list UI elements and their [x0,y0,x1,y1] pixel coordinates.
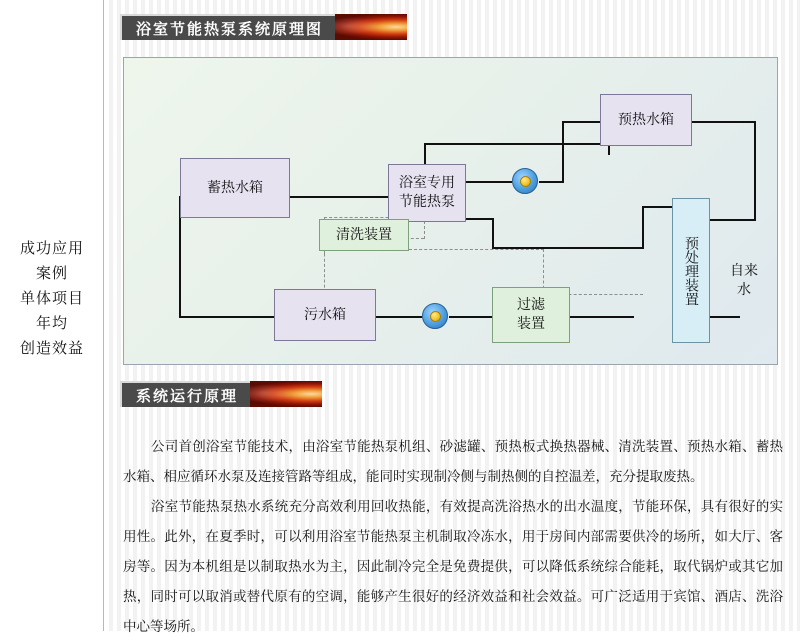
box-filter-device-label-1: 过滤 [517,297,545,313]
principle-section-header [120,381,322,407]
wire-pump-to-riser [539,181,564,183]
diagram-section-title: 浴室节能热泵系统原理图 [120,14,335,40]
wire-right-bus-to-pretreat [704,219,756,221]
box-heat-pump-label-1: 浴室专用 [399,175,455,191]
box-preheat-tank-label: 预热水箱 [618,111,674,128]
wire-bottom-left-to-sewage [179,316,279,318]
swoosh-decoration-icon [335,14,407,40]
pump-lower-icon[interactable] [422,303,448,329]
wire-sewage-to-pump2 [374,316,422,318]
label-tap-water-line-1: 自来 [730,263,758,279]
wire-pump2-to-filter [449,316,494,318]
wire-heatpump-top-riser [424,144,426,166]
box-pretreatment-device[interactable] [672,198,710,343]
box-sewage-tank-label: 污水箱 [304,306,346,323]
principle-paragraph-1: 公司首创浴室节能技术，由浴室节能热泵机组、砂滤罐、预热板式换热器械、清洗装置、预热水箱、蓄热水箱、相应循环水泵及连接管路等组成，能同时实现制冷侧与制热侧的自控温差，充分提取废热。 [123,439,783,485]
wire-preheat-right [691,121,756,123]
wire-down-to-pretreat-level [492,218,494,248]
box-heat-pump-label-2: 节能热泵 [399,194,455,210]
pump-upper-icon[interactable] [512,168,538,194]
left-sidebar [0,0,104,631]
wire-pretreat-left-riser [642,206,644,248]
wire-heatpump-right-lower [464,218,494,220]
label-tap-water-line-2: 水 [737,282,751,298]
wire-heatpump-to-pump [464,181,512,183]
left-label-line-1: 成功应用 [19,239,84,257]
wire-riser-top-to-preheat [562,121,602,123]
box-cleaning-device-label: 清洗装置 [336,226,392,243]
box-cleaning-device[interactable] [319,219,409,251]
left-label-line-4: 年均 [35,314,68,332]
swoosh-decoration-icon-2 [250,381,322,407]
diagram-section-header [120,14,407,40]
box-storage-tank-label: 蓄热水箱 [207,179,263,196]
principle-section-title: 系统运行原理 [120,381,250,407]
box-sewage-tank[interactable] [274,289,376,341]
wire-into-pretreat [642,206,674,208]
dashed-cleaning-right [409,249,544,250]
wire-right-bus-down [754,121,756,221]
system-diagram [123,57,778,365]
box-heat-pump[interactable] [388,164,466,222]
content-area [105,0,800,635]
box-pretreatment-device-label: 预处理装置 [683,235,699,306]
box-filter-device[interactable] [492,287,570,343]
dashed-heatpump-drop [424,221,425,239]
box-storage-tank[interactable] [180,158,290,218]
wire-top-to-preheat-bottom [424,143,609,145]
left-label-line-2: 案例 [35,264,68,282]
principle-body [123,432,783,642]
principle-paragraph-2: 浴室节能热泵热水系统充分高效利用回收热能，有效提高洗浴热水的出水温度，节能环保，具有很好的实用性。此外，在夏季时，可以利用浴室节能热泵主机制取冷冻水，用于房间内部需要供冷的场所，如大厅、客房等。因为本机组是以制取热水为主，因此制冷完全是免费提供，可以降低系统综合能耗，取代锅炉或其它加热，同时可以取消或替代原有的空调，能够产生很好的经济效益和社会效益。可广泛适用于宾馆、酒店、洗浴中心等场所。 [123,499,783,635]
wire-filter-to-pretreat [569,316,634,318]
left-label-line-3: 单体项目 [19,289,84,307]
left-label-line-5: 创造效益 [19,339,84,357]
box-preheat-tank[interactable] [600,94,692,146]
box-filter-device-label-2: 装置 [517,316,545,332]
left-sidebar-label [0,236,104,361]
label-tap-water [724,262,764,300]
wire-storage-to-heatpump [289,196,394,198]
wire-riser-to-preheat [562,122,564,182]
